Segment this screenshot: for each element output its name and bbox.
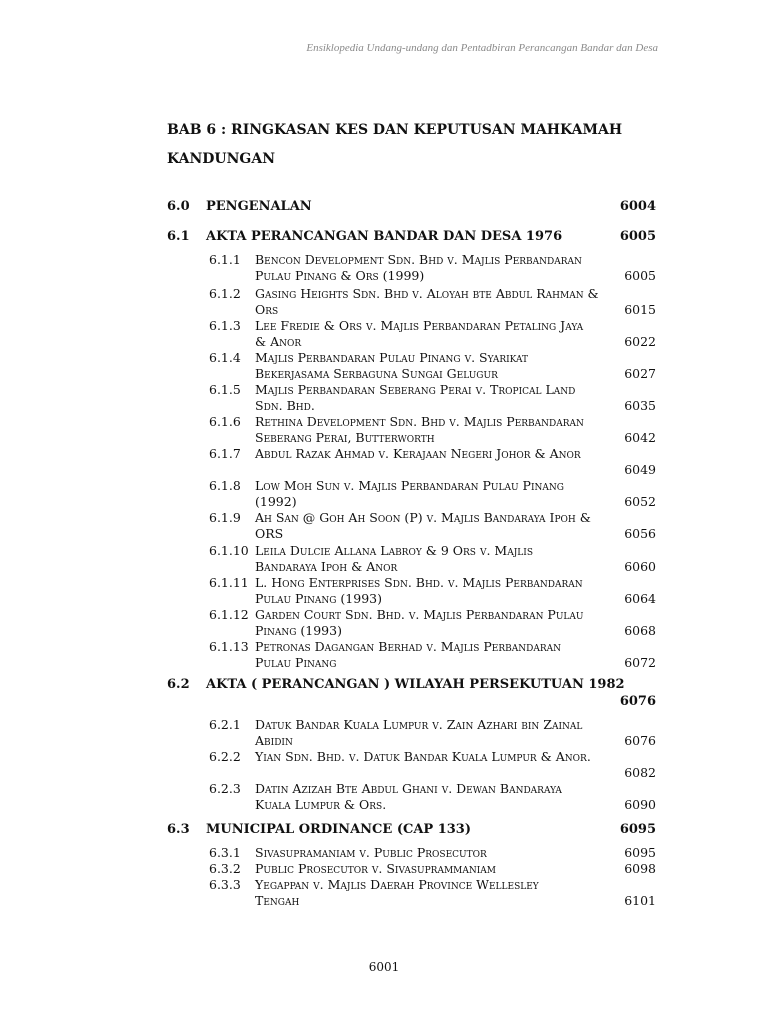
- toc-item[interactable]: [209, 749, 656, 781]
- item-number: 6.1.6: [209, 414, 241, 429]
- item-title-line: [255, 877, 656, 893]
- item-title-text: Public Prosecutor v. Sivasuprammaniam: [255, 861, 497, 876]
- item-title-line: [255, 591, 656, 607]
- item-page: 6060: [624, 559, 656, 574]
- item-title-text: Datuk Bandar Kuala Lumpur v. Zain Azhari bin Zainal: [255, 717, 583, 732]
- item-title-line: [255, 382, 656, 398]
- item-title-line: [255, 607, 656, 623]
- item-page: 6052: [624, 494, 656, 509]
- item-title-text: Majlis Perbandaran Seberang Perai v. Tropical Land: [255, 382, 576, 397]
- item-number: 6.2.1: [209, 717, 241, 732]
- item-title-line: [255, 861, 656, 877]
- toc-item[interactable]: [209, 781, 656, 813]
- item-number: 6.1.3: [209, 318, 241, 333]
- item-title-line: [255, 446, 656, 462]
- section-title: MUNICIPAL ORDINANCE (CAP 133): [206, 822, 471, 837]
- toc-item[interactable]: [209, 286, 656, 318]
- section-title: AKTA PERANCANGAN BANDAR DAN DESA 1976: [206, 229, 563, 244]
- section-number: 6.1: [167, 229, 190, 244]
- item-title-line: [255, 398, 656, 414]
- item-number: 6.1.10: [209, 543, 249, 558]
- section-page: 6004: [619, 199, 656, 214]
- item-title-text: Leila Dulcie Allana Labroy & 9 Ors v. Majlis: [255, 543, 533, 558]
- toc-item[interactable]: [209, 861, 656, 877]
- chapter-title: BAB 6 : RINGKASAN KES DAN KEPUTUSAN MAHKAMAH: [167, 122, 623, 138]
- toc-section[interactable]: [167, 229, 656, 247]
- item-title-line: [255, 575, 656, 591]
- item-title-line: [255, 414, 656, 430]
- item-number: 6.3.3: [209, 877, 241, 892]
- item-number: 6.1.9: [209, 510, 241, 525]
- item-number: 6.1.11: [209, 575, 249, 590]
- item-number: 6.2.2: [209, 749, 241, 764]
- item-number: 6.1.1: [209, 252, 241, 267]
- item-page: 6027: [624, 366, 656, 381]
- item-title-line: [255, 302, 656, 318]
- item-title-text: Ah San @ Goh Ah Soon (P) v. Majlis Bandaraya Ipoh &: [255, 510, 591, 525]
- item-title-line: [255, 268, 656, 284]
- item-title-text: Ors: [255, 302, 279, 317]
- item-title-text: Majlis Perbandaran Pulau Pinang v. Syarikat: [255, 350, 529, 365]
- item-title-line: [255, 797, 656, 813]
- item-title-line: [255, 286, 656, 302]
- item-title-line: [255, 350, 656, 366]
- item-title-text: Lee Fredie & Ors v. Majlis Perbandaran Petaling Jaya: [255, 318, 584, 333]
- toc-item[interactable]: [209, 543, 656, 575]
- item-title-line: [255, 318, 656, 334]
- running-header: Ensiklopedia Undang-undang dan Pentadbiran Perancangan Bandar dan Desa: [306, 42, 658, 54]
- item-number: 6.1.13: [209, 639, 249, 654]
- item-number: 6.3.1: [209, 845, 241, 860]
- item-number: 6.3.2: [209, 861, 241, 876]
- item-title-line: [255, 430, 656, 446]
- item-title-text: Sivasupramaniam v. Public Prosecutor: [255, 845, 487, 860]
- item-page: 6076: [624, 733, 656, 748]
- toc-item[interactable]: [209, 575, 656, 607]
- item-title-text: Bandaraya Ipoh & Anor: [255, 559, 398, 574]
- item-page: 6098: [624, 861, 656, 876]
- item-title-line: [255, 623, 656, 639]
- section-page: 6095: [619, 822, 656, 837]
- toc-item[interactable]: [209, 877, 656, 909]
- item-page: 6015: [624, 302, 656, 317]
- toc-section[interactable]: [167, 199, 656, 217]
- item-title-text: (1992): [255, 494, 297, 509]
- item-title-text: Rethina Development Sdn. Bhd v. Majlis Perbandaran: [255, 414, 584, 429]
- item-page: 6022: [624, 334, 656, 349]
- item-title-line: [255, 462, 656, 478]
- item-title-text: Abidin: [255, 733, 293, 748]
- toc-item[interactable]: [209, 717, 656, 749]
- toc-item[interactable]: [209, 510, 656, 542]
- toc-item[interactable]: [209, 607, 656, 639]
- toc-item[interactable]: [209, 382, 656, 414]
- item-title-line: [255, 893, 656, 909]
- item-page: 6049: [624, 462, 656, 477]
- item-page: 6082: [624, 765, 656, 780]
- item-number: 6.1.5: [209, 382, 241, 397]
- item-page: 6042: [624, 430, 656, 445]
- item-title-text: Sdn. Bhd.: [255, 398, 315, 413]
- toc-item[interactable]: [209, 252, 656, 284]
- item-title-line: [255, 366, 656, 382]
- toc-item[interactable]: [209, 845, 656, 861]
- section-page: 6005: [619, 229, 656, 244]
- item-number: 6.1.8: [209, 478, 241, 493]
- item-title-text: Bekerjasama Serbaguna Sungai Gelugur: [255, 366, 498, 381]
- item-title-line: [255, 845, 656, 861]
- item-number: 6.1.2: [209, 286, 241, 301]
- toc-section[interactable]: [167, 677, 656, 695]
- item-page: 6068: [624, 623, 656, 638]
- item-page: 6005: [624, 268, 656, 283]
- item-title-text: Tengah: [255, 893, 300, 908]
- item-page: 6101: [624, 893, 656, 908]
- item-title-text: Seberang Perai, Butterworth: [255, 430, 435, 445]
- item-title-line: [255, 252, 656, 268]
- item-title-text: & Anor: [255, 334, 302, 349]
- item-title-line: [255, 510, 656, 526]
- page-number: 6001: [368, 960, 400, 974]
- toc-section[interactable]: [167, 822, 656, 840]
- item-title-text: L. Hong Enterprises Sdn. Bhd. v. Majlis Perbandaran: [255, 575, 583, 590]
- toc-item[interactable]: [209, 478, 656, 510]
- toc-item[interactable]: [209, 318, 656, 350]
- item-title-line: [255, 639, 656, 655]
- item-title-text: Bencon Development Sdn. Bhd v. Majlis Perbandaran: [255, 252, 582, 267]
- item-title-line: [255, 717, 656, 733]
- toc-item[interactable]: [209, 414, 656, 446]
- item-title-line: [255, 559, 656, 575]
- toc-item[interactable]: [209, 446, 656, 478]
- contents-heading: KANDUNGAN: [167, 151, 276, 167]
- toc-item[interactable]: [209, 350, 656, 382]
- item-title-line: [255, 543, 656, 559]
- item-title-line: [255, 655, 656, 671]
- item-title-text: Petronas Dagangan Berhad v. Majlis Perbandaran: [255, 639, 561, 654]
- item-title-line: [255, 526, 656, 542]
- item-title-text: Kuala Lumpur & Ors.: [255, 797, 387, 812]
- item-title-text: Datin Azizah Bte Abdul Ghani v. Dewan Bandaraya: [255, 781, 562, 796]
- item-title-text: Yian Sdn. Bhd. v. Datuk Bandar Kuala Lumpur & Anor.: [255, 749, 591, 764]
- item-title-text: Low Moh Sun v. Majlis Perbandaran Pulau Pinang: [255, 478, 564, 493]
- toc-item[interactable]: [209, 639, 656, 671]
- item-number: 6.1.7: [209, 446, 241, 461]
- item-title-text: Garden Court Sdn. Bhd. v. Majlis Perbandaran Pulau: [255, 607, 584, 622]
- section-number: 6.0: [167, 199, 190, 214]
- section-number: 6.2: [167, 677, 190, 692]
- item-title-line: [255, 494, 656, 510]
- item-title-line: [255, 765, 656, 781]
- item-title-text: Yegappan v. Majlis Daerah Province Wellesley: [255, 877, 539, 892]
- item-title-text: Abdul Razak Ahmad v. Kerajaan Negeri Johor & Anor: [255, 446, 581, 461]
- item-title-text: Pulau Pinang: [255, 655, 337, 670]
- item-page: 6090: [624, 797, 656, 812]
- section-title: PENGENALAN: [206, 199, 312, 214]
- item-title-line: [255, 733, 656, 749]
- item-title-text: ORS: [255, 526, 284, 541]
- item-title-text: Pulau Pinang & Ors (1999): [255, 268, 425, 283]
- item-title-line: [255, 334, 656, 350]
- item-page: 6095: [624, 845, 656, 860]
- section-page: 6076: [619, 694, 656, 709]
- item-title-line: [255, 781, 656, 797]
- section-number: 6.3: [167, 822, 190, 837]
- item-title-line: [255, 478, 656, 494]
- item-title-text: Pulau Pinang (1993): [255, 591, 382, 606]
- item-page: 6056: [624, 526, 656, 541]
- item-page: 6035: [624, 398, 656, 413]
- item-title-text: Pinang (1993): [255, 623, 342, 638]
- item-page: 6064: [624, 591, 656, 606]
- item-title-text: Gasing Heights Sdn. Bhd v. Aloyah bte Abdul Rahman &: [255, 286, 599, 301]
- item-number: 6.1.12: [209, 607, 249, 622]
- item-number: 6.2.3: [209, 781, 241, 796]
- item-title-line: [255, 749, 656, 765]
- item-number: 6.1.4: [209, 350, 241, 365]
- item-page: 6072: [624, 655, 656, 670]
- section-title: AKTA ( PERANCANGAN ) WILAYAH PERSEKUTUAN 1982: [206, 677, 625, 692]
